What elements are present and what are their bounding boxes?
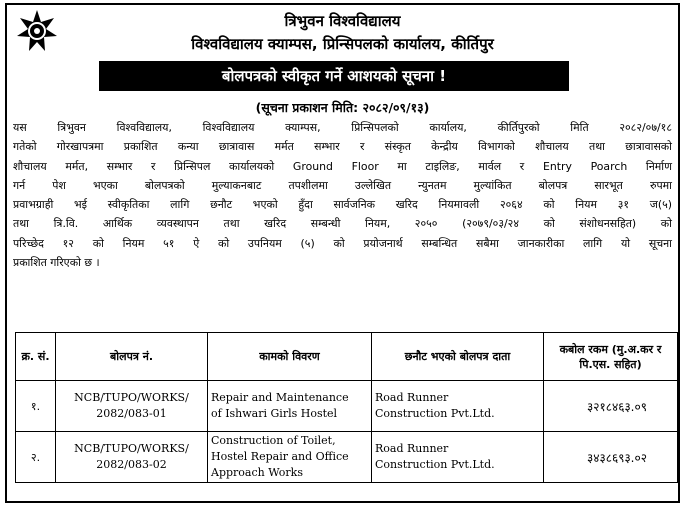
row-vendor: [372, 432, 544, 483]
publication-date: (सूचना प्रकाशन मिति: २०८२/०९/१३): [255, 100, 430, 115]
bid-table: [15, 332, 678, 483]
body-line: यस त्रिभुवन विश्वविद्यालय, विश्वविद्यालय क्याम्पस, प्रिन्सिपलको कार्यालय, कीर्तिपुरको मिति २०८२/०७/१८: [13, 121, 672, 134]
bid-no-line: 2082/083-01: [96, 407, 167, 420]
notice-body: [13, 118, 672, 272]
header-work: कामको विवरण: [208, 333, 372, 381]
row-bid-no: [56, 381, 208, 432]
row-bid-no: [56, 432, 208, 483]
notice-page: [5, 3, 680, 503]
campus-office: विश्वविद्यालय क्याम्पस, प्रिन्सिपलको कार्यालय, कीर्तिपुर: [191, 35, 494, 53]
notice-title: बोलपत्रको स्वीकृत गर्ने आशयको सूचना !: [99, 61, 569, 91]
bid-no-line: NCB/TUPO/WORKS/: [74, 442, 189, 455]
work-line: Hostel Repair and Office: [211, 450, 349, 463]
header-amount: कबोल रकम (मु.अ.कर र पि.एस. सहित): [544, 333, 678, 381]
body-line: परिच्छेद १२ को नियम ५१ ऐ को उपनियम (५) को प्रयोजनार्थ सम्बन्धित सबैमा जानकारीका लागि यो सूचना: [13, 236, 672, 250]
bid-no-line: 2082/083-02: [96, 458, 167, 471]
table-header-row: [16, 333, 678, 381]
body-line: प्रवाभग्राही भई स्वीकृतिका लागि छनौट भएको हुँदा सार्वजनिक खरिद नियमावली २०६४ को नियम ३१ ज(५): [13, 198, 672, 212]
header-vendor: छनौट भएको बोलपत्र दाता: [372, 333, 544, 381]
row-sn: १.: [16, 381, 56, 432]
bid-no-line: NCB/TUPO/WORKS/: [74, 391, 189, 404]
table-row: [16, 432, 678, 483]
header-bid-no: बोलपत्र नं.: [56, 333, 208, 381]
body-line: तथा त्रि.वि. आर्थिक व्यवस्थापन तथा खरिद सम्बन्धी नियम, २०५० (२०७९/०३/२४ को संशोधनसहित) को: [13, 217, 672, 231]
work-line: Construction of Toilet,: [211, 434, 336, 447]
row-sn: २.: [16, 432, 56, 483]
university-name: त्रिभुवन विश्वविद्यालय: [284, 12, 401, 30]
work-line: of Ishwari Girls Hostel: [211, 407, 338, 420]
vendor-line: Construction Pvt.Ltd.: [375, 407, 495, 420]
vendor-line: Road Runner: [375, 442, 449, 455]
header-sn: क्र. सं.: [16, 333, 56, 381]
work-line: Repair and Maintenance: [211, 391, 349, 404]
body-line: शौचालय मर्मत, सम्भार र प्रिन्सिपल कार्यालयको Ground Floor मा टाइलिङ, मार्वल र Entry Poarch निर्माण: [13, 159, 672, 173]
vendor-line: Construction Pvt.Ltd.: [375, 458, 495, 471]
body-line: गतेको गोरखापत्रमा प्रकाशित कन्या छात्रावास मर्मत सम्भार र संस्कृत केन्द्रीय विभागको शौचालय तथा छात्रावासको: [13, 140, 672, 154]
table-row: [16, 381, 678, 432]
row-vendor: [372, 381, 544, 432]
row-amount: ३२१८४६३.०९: [544, 381, 678, 432]
row-work: [208, 381, 372, 432]
body-line: गर्न पेश भएका बोलपत्रको मुल्याकनबाट तपशीलमा उल्लेखित न्युनतम मुल्यांकित बोलपत्र सारभूत रुपमा: [13, 178, 672, 192]
row-amount: ३४३८६९३.०२: [544, 432, 678, 483]
vendor-line: Road Runner: [375, 391, 449, 404]
row-work: [208, 432, 372, 483]
work-line: Approach Works: [211, 466, 303, 479]
body-line: प्रकाशित गरिएको छ ।: [13, 256, 100, 270]
